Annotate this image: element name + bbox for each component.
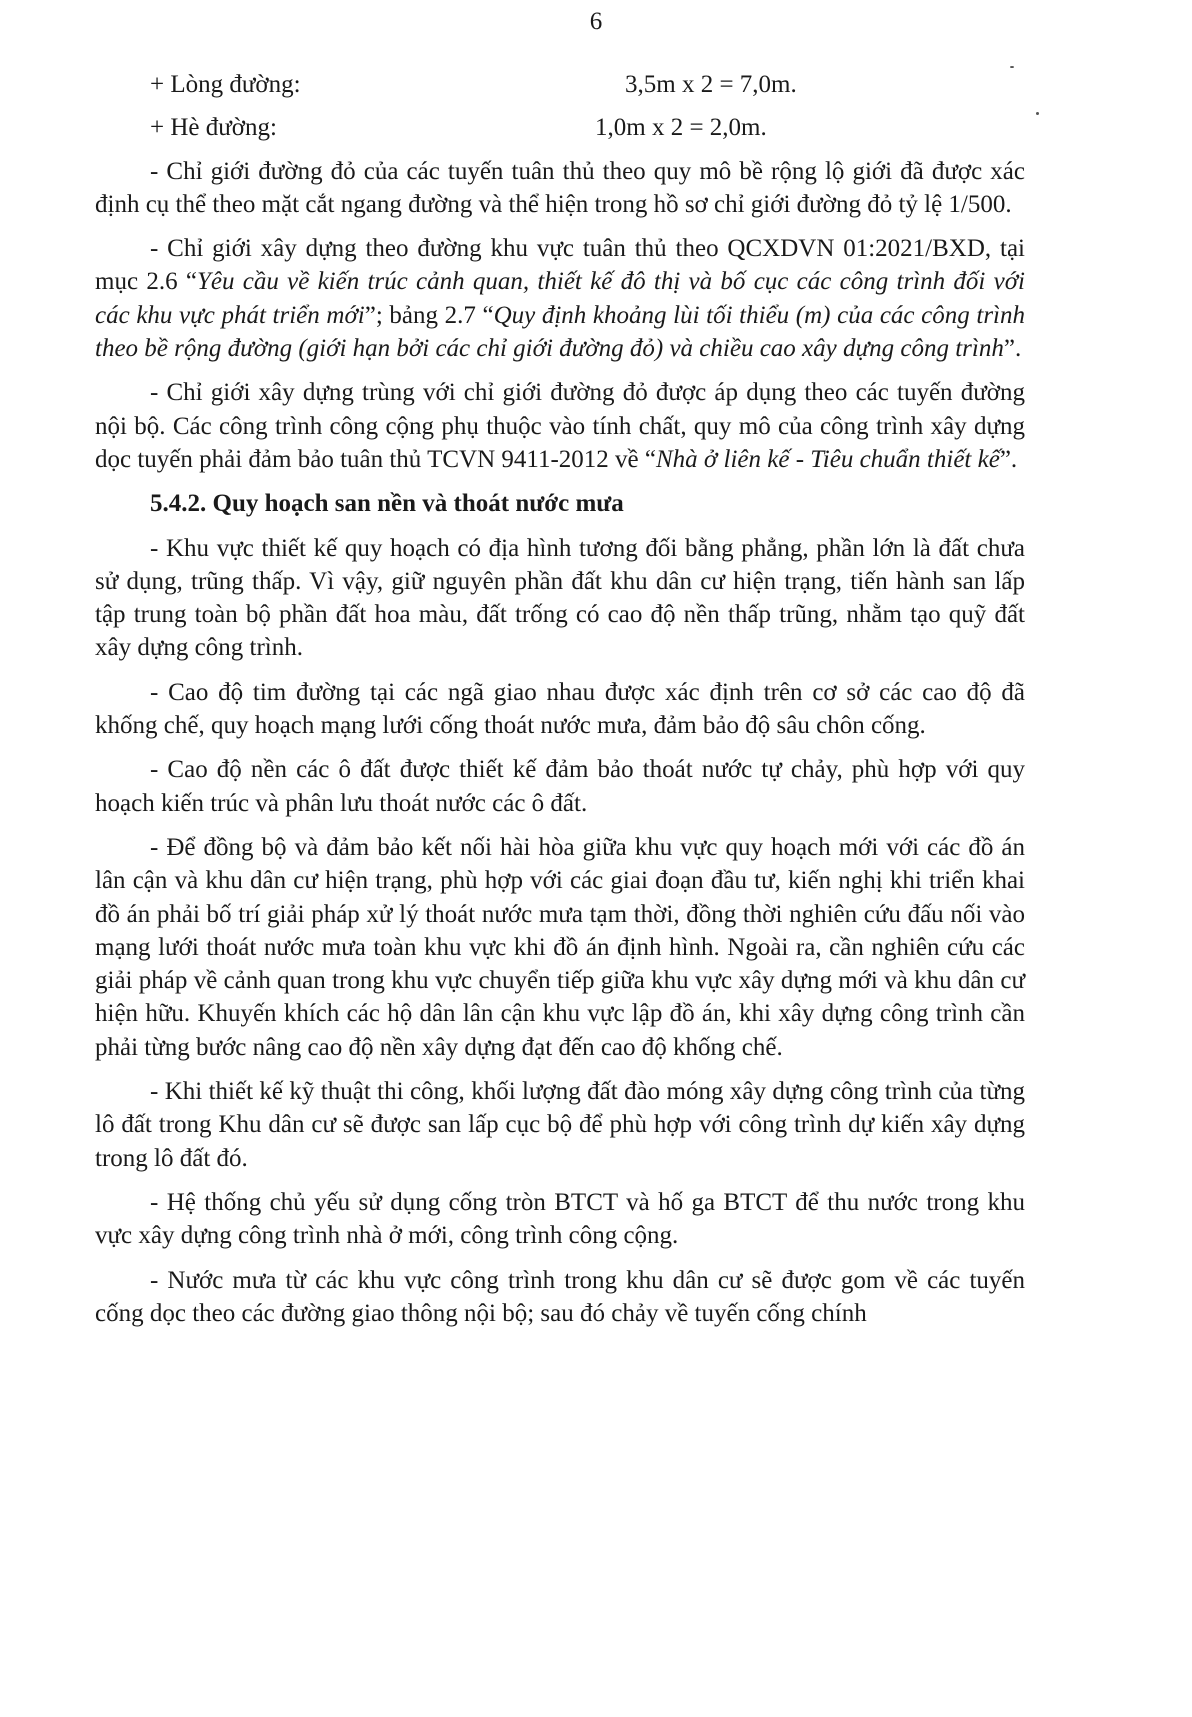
scan-speck [1010,66,1014,68]
paragraph [95,1186,1025,1253]
text-segment: - Chỉ giới đường đỏ của các tuyến tuân thủ theo quy mô bề rộng lộ giới đã được xác định cụ thể theo mặt cắt ngang đường và thể hiện trong hồ sơ chỉ giới đường đỏ tỷ lệ 1/500. [95,157,1025,218]
road-row-label: + Lòng đường: [150,71,301,98]
text-segment: - Khu vực thiết kế quy hoạch có địa hình tương đối bằng phẳng, phần lớn là đất chưa sử dụng, trũng thấp. Vì vậy, giữ nguyên phần đất khu dân cư hiện trạng, tiến hành san lấp tập trung toàn bộ phần đất hoa màu, đất trống có cao độ nền thấp trũng, nhằm tạo quỹ đất xây dựng công trình. [95,534,1025,662]
paragraph [95,376,1025,476]
text-segment: - Hệ thống chủ yếu sử dụng cống tròn BTCT và hố ga BTCT để thu nước trong khu vực xây dựng công trình nhà ở mới, công trình công cộng. [95,1188,1025,1250]
paragraphs [95,155,1025,1331]
road-row-value: 1,0m x 2 = 2,0m. [595,114,767,142]
italic-quote: Nhà ở liên kế - Tiêu chuẩn thiết kế [656,445,1000,473]
italic-quote: Yêu cầu về kiến trúc cảnh quan, thiết kế đô thị và bố cục các công trình đối với các khu vực phát triển mới [95,268,1026,329]
paragraph [95,753,1025,820]
text-segment: - Cao độ tim đường tại các ngã giao nhau được xác định trên cơ sở các cao độ đã khống chế, quy hoạch mạng lưới cống thoát nước mưa, đảm bảo độ sâu chôn cống. [95,678,1025,740]
text-segment: - Nước mưa từ các khu vực công trình trong khu dân cư sẽ được gom về các tuyến cống dọc theo các đường giao thông nội bộ; sau đó chảy về tuyến cống chính [95,1266,1025,1327]
paragraph [95,532,1025,665]
paragraph [95,232,1025,365]
road-row-sidewalk [95,111,1025,144]
road-row-carriageway [95,68,1025,101]
text-segment: - Cao độ nền các ô đất được thiết kế đảm bảo thoát nước tự chảy, phù hợp với quy hoạch kiến trúc và phân lưu thoát nước các ô đất. [95,756,1025,817]
paragraph [95,155,1025,222]
paragraph [95,676,1025,743]
paragraph [95,1075,1025,1175]
text-segment: - Chỉ giới xây dựng trùng với chỉ giới đường đỏ được áp dụng theo các tuyến đường nội bộ. Các công trình công cộng phụ thuộc vào tính chất, quy mô của công trình xây dựng dọc tuyến phải đảm bảo tuân thủ TCVN 9411-2012 về “ [95,379,1025,473]
text-segment: ”. [999,445,1018,473]
text-segment: ”; bảng 2.7 “ [364,301,494,329]
road-row-value: 3,5m x 2 = 7,0m. [625,71,797,98]
road-row-label: + Hè đường: [150,114,277,142]
text-segment: ”. [1003,335,1022,363]
scan-speck [1036,112,1039,115]
italic-quote: Quy định khoảng lùi tối thiểu (m) của các công trình theo bề rộng đường (giới hạn bởi các chỉ giới đường đỏ) và chiều cao xây dựng công trình [95,301,1025,363]
text-segment: - Chỉ giới xây dựng theo đường khu vực tuân thủ theo QCXDVN 01:2021/BXD, tại mục 2.6 “ [95,235,1025,296]
section-heading [95,487,1025,520]
paragraph [95,1264,1025,1331]
text-segment: 5.4.2. Quy hoạch san nền và thoát nước mưa [150,490,624,518]
text-segment: - Để đồng bộ và đảm bảo kết nối hài hòa giữa khu vực quy hoạch mới với các đồ án lân cận và khu dân cư hiện trạng, phù hợp với các giai đoạn đầu tư, kiến nghị khi triển khai đồ án phải bố trí giải pháp xử lý thoát nước mưa tạm thời, đồng thời nghiên cứu đấu nối vào mạng lưới thoát nước mưa toàn khu vực khi đồ án định hình. Ngoài ra, cần nghiên cứu các giải pháp về cảnh quan trong khu vực chuyển tiếp giữa khu vực xây dựng mới và khu dân cư hiện hữu. Khuyến khích các hộ dân lân cận khu vực lập đồ án, khi xây dựng công trình cần phải từng bước nâng cao độ nền xây dựng đạt đến cao độ khống chế. [95,833,1025,1061]
text-segment: - Khi thiết kế kỹ thuật thi công, khối lượng đất đào móng xây dựng công trình của từng lô đất trong Khu dân cư sẽ được san lấp cục bộ để phù hợp với công trình dự kiến xây dựng trong lô đất đó. [95,1078,1025,1172]
paragraph [95,831,1025,1064]
page-number: 6 [589,8,603,35]
document-body [95,68,1025,1341]
